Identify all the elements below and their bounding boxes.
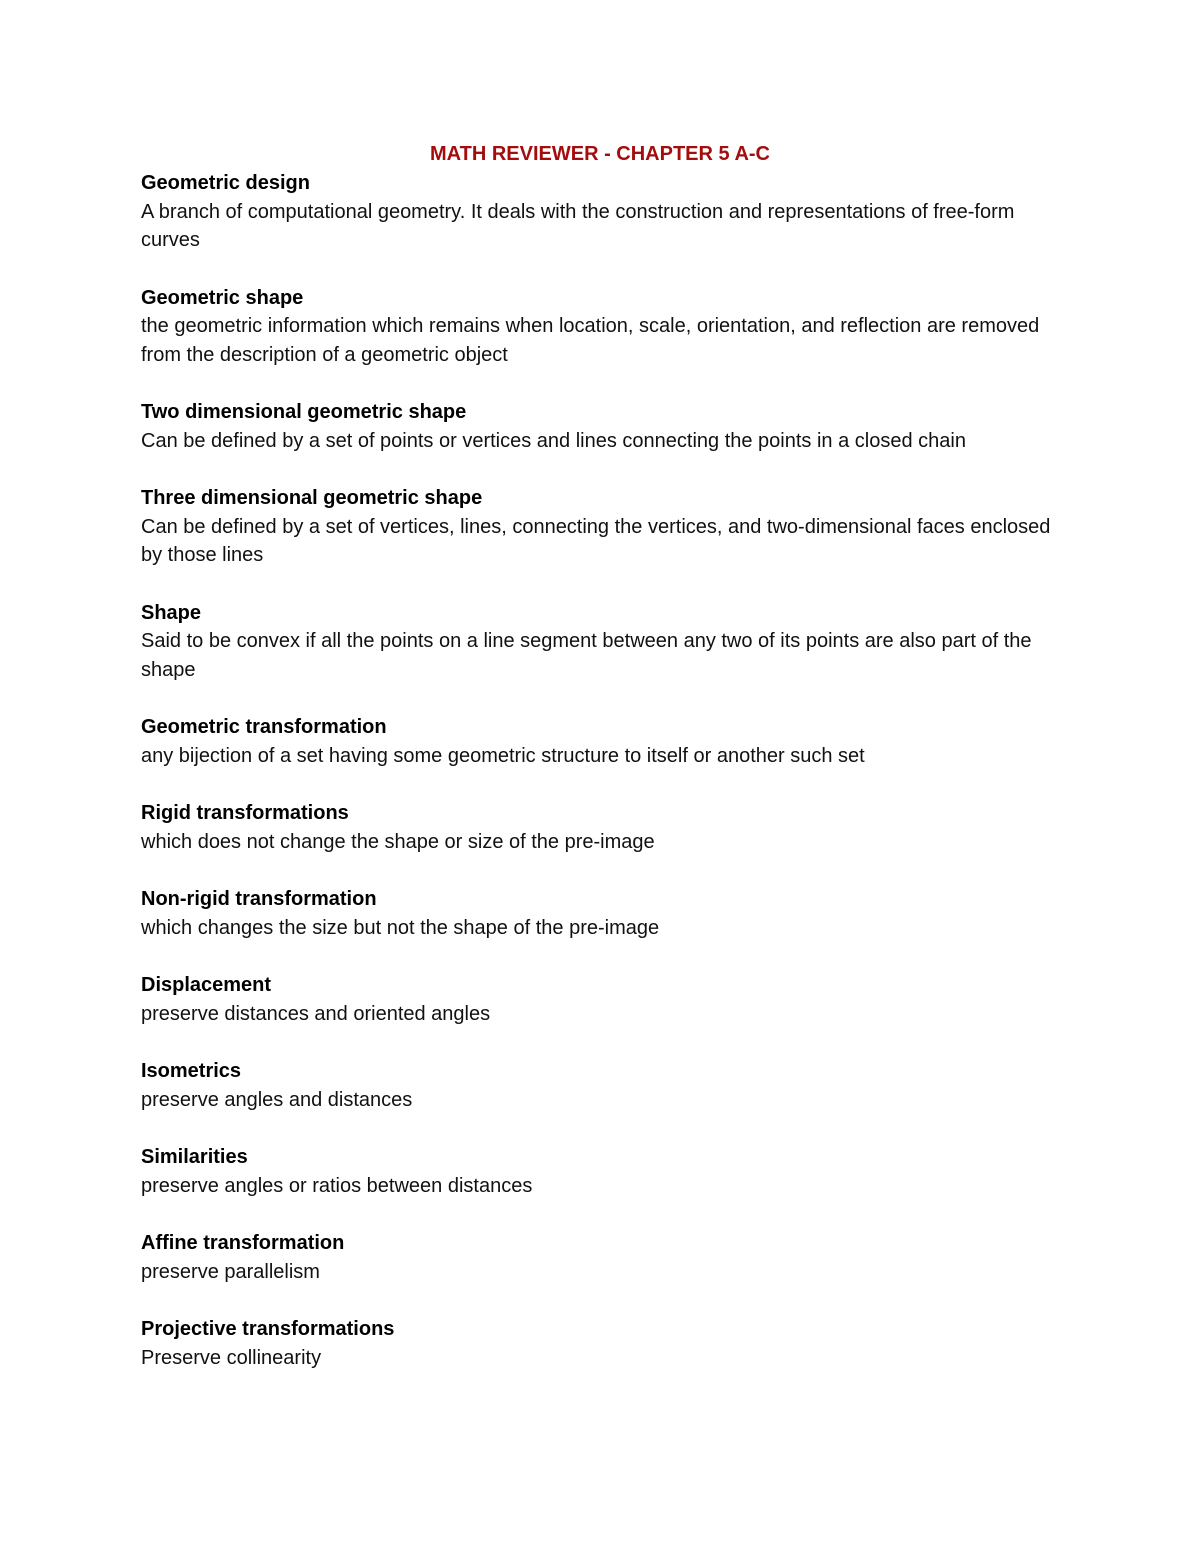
glossary-entry <box>141 599 1061 685</box>
glossary-entry <box>141 799 1061 856</box>
glossary-entry <box>141 971 1061 1028</box>
entry-term: Geometric design <box>141 172 310 194</box>
glossary-entry <box>141 713 1061 770</box>
entry-term: Non-rigid transformation <box>141 888 377 910</box>
entry-term: Geometric shape <box>141 286 304 309</box>
glossary-entry <box>141 398 1061 455</box>
entry-definition: preserve parallelism <box>141 1260 320 1283</box>
entry-definition: Can be defined by a set of vertices, lines, connecting the vertices, and two-dimensional faces enclosed by those lines <box>141 515 1051 566</box>
glossary-entry <box>141 484 1061 570</box>
entry-definition: which does not change the shape or size of the pre-image <box>141 830 655 853</box>
entry-term: Isometrics <box>141 1060 242 1082</box>
glossary-entry <box>141 284 1061 370</box>
glossary-entry <box>141 885 1061 942</box>
entry-definition: the geometric information which remains when location, scale, orientation, and reflection are removed from the description of a geometric object <box>141 315 1040 366</box>
entry-term: Projective transformations <box>141 1318 395 1340</box>
glossary-entry <box>141 1057 1061 1114</box>
entry-definition: any bijection of a set having some geometric structure to itself or another such set <box>141 744 865 767</box>
glossary-entry <box>141 1143 1061 1200</box>
entry-term: Three dimensional geometric shape <box>141 487 483 509</box>
entry-definition: A branch of computational geometry. It deals with the construction and representations of free-form curves <box>141 200 1015 251</box>
glossary-entry <box>141 1315 1061 1372</box>
entry-definition: preserve angles and distances <box>141 1088 413 1111</box>
entry-term: Affine transformation <box>141 1232 345 1254</box>
entry-term: Two dimensional geometric shape <box>141 401 467 423</box>
entry-definition: which changes the size but not the shape of the pre-image <box>141 916 660 939</box>
entry-definition: preserve angles or ratios between distances <box>141 1174 533 1197</box>
entry-definition: Preserve collinearity <box>141 1346 322 1369</box>
glossary-entry <box>141 169 1061 255</box>
glossary-list <box>141 169 1061 1401</box>
entry-definition: preserve distances and oriented angles <box>141 1002 491 1025</box>
entry-term: Shape <box>141 601 202 624</box>
entry-definition: Said to be convex if all the points on a line segment between any two of its points are also part of the shape <box>141 630 1032 681</box>
glossary-entry <box>141 1229 1061 1286</box>
entry-definition: Can be defined by a set of points or vertices and lines connecting the points in a closed chain <box>141 429 966 452</box>
entry-term: Displacement <box>141 974 272 996</box>
document-title: MATH REVIEWER - CHAPTER 5 A-C <box>430 143 770 165</box>
entry-term: Geometric transformation <box>141 716 387 738</box>
entry-term: Rigid transformations <box>141 802 349 824</box>
entry-term: Similarities <box>141 1146 248 1168</box>
